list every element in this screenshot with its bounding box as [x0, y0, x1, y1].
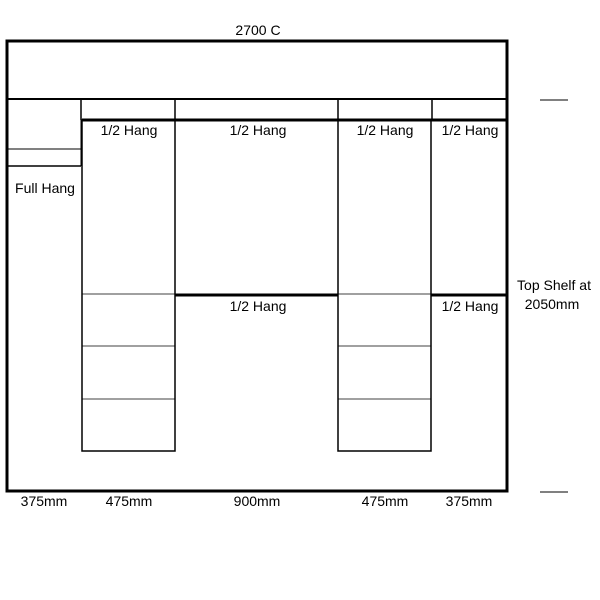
- section-2-tower: [82, 120, 175, 451]
- section-5-top-hang-label: 1/2 Hang: [441, 122, 499, 138]
- section-4-hang-label: 1/2 Hang: [356, 122, 414, 138]
- top-shelf-note-line1: Top Shelf at: [517, 277, 591, 293]
- section-3-top-hang-label: 1/2 Hang: [229, 122, 287, 138]
- section-1-hang-label: Full Hang: [15, 180, 75, 196]
- diagram-title: 2700 C: [235, 22, 281, 38]
- section-4-width-label: 475mm: [361, 493, 409, 509]
- section-5-bottom-hang-label: 1/2 Hang: [441, 298, 499, 314]
- section-3-bottom-hang-label: 1/2 Hang: [229, 298, 287, 314]
- section-1-width-label: 375mm: [20, 493, 68, 509]
- section-5-width-label: 375mm: [445, 493, 493, 509]
- section-3-width-label: 900mm: [233, 493, 281, 509]
- top-shelf-note-line2: 2050mm: [524, 296, 580, 312]
- section-2-width-label: 475mm: [105, 493, 153, 509]
- section-2-hang-label: 1/2 Hang: [100, 122, 158, 138]
- section-4-tower: [338, 120, 431, 451]
